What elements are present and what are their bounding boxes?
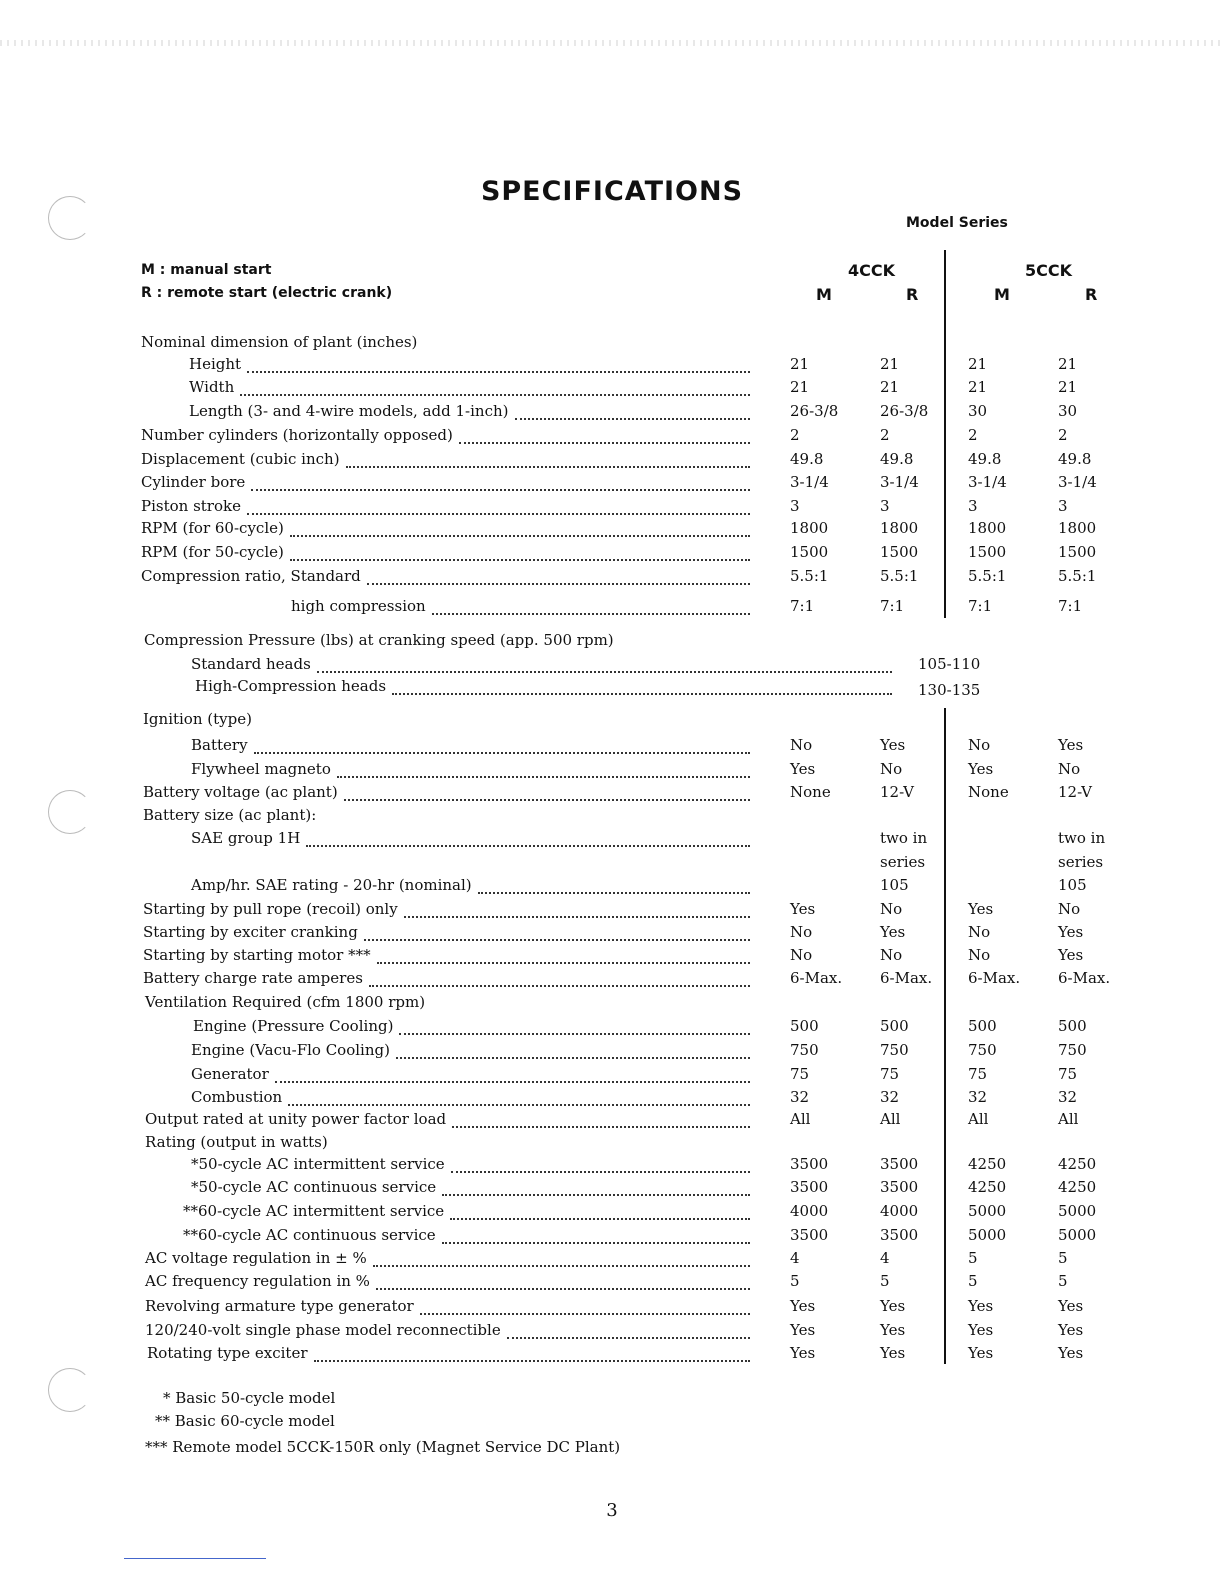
spec-value: 3 bbox=[790, 497, 800, 515]
spec-value: No bbox=[968, 946, 991, 964]
spec-label: SAE group 1H bbox=[191, 829, 301, 847]
spec-value: 3 bbox=[968, 497, 978, 515]
spec-value: No bbox=[790, 736, 813, 754]
spec-label: Ventilation Required (cfm 1800 rpm) bbox=[145, 993, 426, 1011]
spec-row bbox=[0, 1249, 1224, 1272]
spec-value: 49.8 bbox=[968, 450, 1002, 468]
dot-leader bbox=[404, 904, 750, 918]
spec-label: Starting by pull rope (recoil) only bbox=[143, 900, 398, 918]
spec-row bbox=[0, 900, 1224, 923]
spec-value: 4 bbox=[880, 1249, 890, 1267]
col-4cck-m: M bbox=[816, 285, 832, 304]
spec-label: Combustion bbox=[191, 1088, 283, 1106]
spec-value: Yes bbox=[1058, 923, 1084, 941]
spec-value: series bbox=[1058, 853, 1104, 871]
dot-leader bbox=[346, 454, 750, 468]
spec-value: 49.8 bbox=[790, 450, 824, 468]
spec-row bbox=[0, 655, 1224, 678]
spec-row bbox=[0, 631, 1224, 654]
spec-value: Yes bbox=[790, 1297, 816, 1315]
spec-label: *50-cycle AC continuous service bbox=[191, 1178, 437, 1196]
dot-leader bbox=[452, 1114, 750, 1128]
spec-value: 500 bbox=[968, 1017, 997, 1035]
spec-value: 5000 bbox=[968, 1226, 1007, 1244]
spec-row bbox=[0, 355, 1224, 378]
spec-value: 3 bbox=[1058, 497, 1068, 515]
spec-value: Yes bbox=[1058, 1321, 1084, 1339]
spec-value: 4000 bbox=[790, 1202, 829, 1220]
spec-row bbox=[0, 1272, 1224, 1295]
dot-leader bbox=[451, 1159, 750, 1173]
spec-value: Yes bbox=[880, 1344, 906, 1362]
spec-label: AC voltage regulation in ± % bbox=[145, 1249, 367, 1267]
spec-value: 5.5:1 bbox=[790, 567, 829, 585]
spec-label: Nominal dimension of plant (inches) bbox=[141, 333, 418, 351]
spec-value: 5 bbox=[790, 1272, 800, 1290]
spec-row bbox=[0, 923, 1224, 946]
spec-value: Yes bbox=[880, 923, 906, 941]
spec-value: 32 bbox=[790, 1088, 810, 1106]
spec-value: 3500 bbox=[790, 1155, 829, 1173]
spec-value: 21 bbox=[1058, 355, 1078, 373]
spec-label: Starting by exciter cranking bbox=[143, 923, 358, 941]
spec-value: two in bbox=[1058, 829, 1106, 847]
spec-row bbox=[0, 426, 1224, 449]
footnote: * Basic 50-cycle model bbox=[163, 1389, 336, 1407]
spec-row bbox=[0, 969, 1224, 992]
spec-value: No bbox=[1058, 760, 1081, 778]
spec-value: 12-V bbox=[1058, 783, 1092, 801]
legend-manual: M : manual start bbox=[141, 262, 272, 278]
spec-row bbox=[0, 519, 1224, 542]
legend-remote: R : remote start (electric crank) bbox=[141, 285, 393, 301]
dot-leader bbox=[432, 601, 750, 615]
spec-value: Yes bbox=[790, 760, 816, 778]
spec-value: 5.5:1 bbox=[1058, 567, 1097, 585]
dot-leader bbox=[377, 950, 750, 964]
spec-value: 3-1/4 bbox=[1058, 473, 1097, 491]
spec-value: 3500 bbox=[880, 1178, 919, 1196]
spec-label: Compression ratio, Standard bbox=[141, 567, 361, 585]
dot-leader bbox=[290, 547, 750, 561]
spec-value: 2 bbox=[968, 426, 978, 444]
spec-value: All bbox=[968, 1110, 989, 1128]
spec-value: two in bbox=[880, 829, 928, 847]
spec-label: Compression Pressure (lbs) at cranking speed (app. 500 rpm) bbox=[144, 631, 614, 649]
spec-value: 7:1 bbox=[880, 597, 905, 615]
spec-row bbox=[0, 829, 1224, 852]
spec-value: 3-1/4 bbox=[880, 473, 919, 491]
spec-value: series bbox=[880, 853, 926, 871]
spec-value: 3500 bbox=[790, 1226, 829, 1244]
spec-value: 7:1 bbox=[968, 597, 993, 615]
spec-value: 5 bbox=[880, 1272, 890, 1290]
spec-value: Yes bbox=[1058, 1344, 1084, 1362]
dot-leader bbox=[288, 1092, 750, 1106]
dot-leader bbox=[344, 787, 750, 801]
col-5cck-m: M bbox=[994, 285, 1010, 304]
spec-value: Yes bbox=[968, 1321, 994, 1339]
dot-leader bbox=[247, 501, 750, 515]
spec-row bbox=[0, 677, 1224, 700]
page-number: 3 bbox=[606, 1500, 618, 1521]
dot-leader bbox=[290, 523, 750, 537]
model-5cck-header: 5CCK bbox=[1025, 261, 1073, 280]
spec-value: 12-V bbox=[880, 783, 914, 801]
spec-value: 1800 bbox=[880, 519, 919, 537]
spec-value: No bbox=[790, 923, 813, 941]
spec-value: 2 bbox=[880, 426, 890, 444]
spec-value: 30 bbox=[1058, 402, 1078, 420]
spec-value: 5 bbox=[1058, 1249, 1068, 1267]
spec-value: 26-3/8 bbox=[880, 402, 929, 420]
spec-row bbox=[0, 1202, 1224, 1225]
spec-label: Rotating type exciter bbox=[147, 1344, 308, 1362]
spec-value: No bbox=[880, 946, 903, 964]
spec-value: 1500 bbox=[968, 543, 1007, 561]
spec-row bbox=[0, 333, 1224, 356]
spec-label: RPM (for 60-cycle) bbox=[141, 519, 284, 537]
spec-value: 6-Max. bbox=[880, 969, 933, 987]
dot-leader bbox=[399, 1021, 750, 1035]
spec-row bbox=[0, 783, 1224, 806]
spec-value: 105 bbox=[1058, 876, 1087, 894]
spec-label: 120/240-volt single phase model reconnectible bbox=[145, 1321, 501, 1339]
spec-value: 4250 bbox=[1058, 1155, 1097, 1173]
spec-row bbox=[0, 473, 1224, 496]
spec-value: 5.5:1 bbox=[880, 567, 919, 585]
spec-row bbox=[0, 1155, 1224, 1178]
spec-row bbox=[0, 450, 1224, 473]
spec-label: Rating (output in watts) bbox=[145, 1133, 328, 1151]
spec-value: No bbox=[1058, 900, 1081, 918]
spec-value: Yes bbox=[968, 900, 994, 918]
spec-value: 3-1/4 bbox=[790, 473, 829, 491]
spec-label: High-Compression heads bbox=[195, 677, 387, 695]
spec-value: 4250 bbox=[968, 1155, 1007, 1173]
dot-leader bbox=[369, 973, 750, 987]
dot-leader bbox=[275, 1069, 750, 1083]
spec-value: No bbox=[968, 736, 991, 754]
spec-value: 6-Max. bbox=[790, 969, 843, 987]
spec-value: 105 bbox=[880, 876, 909, 894]
spec-row bbox=[0, 993, 1224, 1016]
spec-value: 75 bbox=[790, 1065, 810, 1083]
spec-label: high compression bbox=[291, 597, 426, 615]
spec-value: 3 bbox=[880, 497, 890, 515]
spec-label: Displacement (cubic inch) bbox=[141, 450, 340, 468]
spec-value-merged: 105-110 bbox=[918, 655, 981, 673]
spec-label: Engine (Vacu-Flo Cooling) bbox=[191, 1041, 390, 1059]
spec-row bbox=[0, 378, 1224, 401]
spec-row bbox=[0, 1297, 1224, 1320]
spec-value: 21 bbox=[790, 378, 810, 396]
divider bbox=[124, 1558, 266, 1559]
spec-row bbox=[0, 567, 1224, 590]
spec-value: 3500 bbox=[790, 1178, 829, 1196]
spec-value: 30 bbox=[968, 402, 988, 420]
dot-leader bbox=[314, 1348, 750, 1362]
spec-row bbox=[0, 876, 1224, 899]
spec-label: Length (3- and 4-wire models, add 1-inch) bbox=[189, 402, 509, 420]
dot-leader bbox=[507, 1325, 750, 1339]
spec-label: Width bbox=[189, 378, 235, 396]
spec-value: None bbox=[968, 783, 1009, 801]
spec-row bbox=[0, 1017, 1224, 1040]
spec-value: Yes bbox=[880, 736, 906, 754]
spec-value: 2 bbox=[790, 426, 800, 444]
spec-value: 5000 bbox=[1058, 1202, 1097, 1220]
spec-row bbox=[0, 497, 1224, 520]
spec-value: 5 bbox=[968, 1249, 978, 1267]
spec-label: Ignition (type) bbox=[143, 710, 252, 728]
dot-leader bbox=[459, 430, 750, 444]
spec-value: 75 bbox=[880, 1065, 900, 1083]
spec-value: Yes bbox=[1058, 736, 1084, 754]
spec-value: Yes bbox=[790, 1344, 816, 1362]
spec-value: All bbox=[1058, 1110, 1079, 1128]
spec-row bbox=[0, 1344, 1224, 1367]
spec-value: 4 bbox=[790, 1249, 800, 1267]
dot-leader bbox=[306, 833, 750, 847]
dot-leader bbox=[337, 764, 750, 778]
spec-value: 750 bbox=[880, 1041, 909, 1059]
spec-value: 500 bbox=[1058, 1017, 1087, 1035]
spec-label: Piston stroke bbox=[141, 497, 241, 515]
spec-row bbox=[0, 736, 1224, 759]
dot-leader bbox=[442, 1182, 750, 1196]
spec-value: 3-1/4 bbox=[968, 473, 1007, 491]
spec-value: 1800 bbox=[790, 519, 829, 537]
spec-label: *50-cycle AC intermittent service bbox=[191, 1155, 445, 1173]
spec-value: No bbox=[880, 900, 903, 918]
spec-value: 500 bbox=[790, 1017, 819, 1035]
spec-row bbox=[0, 1133, 1224, 1156]
dot-leader bbox=[251, 477, 750, 491]
col-5cck-r: R bbox=[1085, 285, 1098, 304]
spec-row bbox=[0, 1226, 1224, 1249]
spec-value: 49.8 bbox=[880, 450, 914, 468]
spec-label: Battery bbox=[191, 736, 248, 754]
spec-value: 21 bbox=[880, 378, 900, 396]
spec-row bbox=[0, 402, 1224, 425]
spec-value: 750 bbox=[1058, 1041, 1087, 1059]
spec-value: 6-Max. bbox=[968, 969, 1021, 987]
dot-leader bbox=[367, 571, 750, 585]
spec-row bbox=[0, 853, 1224, 876]
spec-value: 5.5:1 bbox=[968, 567, 1007, 585]
spec-value: 1500 bbox=[1058, 543, 1097, 561]
spec-value: 21 bbox=[968, 378, 988, 396]
spec-value: 32 bbox=[880, 1088, 900, 1106]
spec-row bbox=[0, 597, 1224, 620]
dot-leader bbox=[373, 1253, 750, 1267]
spec-row bbox=[0, 1088, 1224, 1111]
spec-label: RPM (for 50-cycle) bbox=[141, 543, 284, 561]
spec-value: 49.8 bbox=[1058, 450, 1092, 468]
spec-label: Height bbox=[189, 355, 242, 373]
spec-label: Output rated at unity power factor load bbox=[145, 1110, 447, 1128]
spec-value: 21 bbox=[790, 355, 810, 373]
spec-row bbox=[0, 806, 1224, 829]
spec-value: 1800 bbox=[968, 519, 1007, 537]
spec-label: AC frequency regulation in % bbox=[145, 1272, 370, 1290]
spec-value: 32 bbox=[1058, 1088, 1078, 1106]
spec-label: Starting by starting motor *** bbox=[143, 946, 371, 964]
spec-label: Generator bbox=[191, 1065, 269, 1083]
spec-value: 75 bbox=[1058, 1065, 1078, 1083]
spec-value: 21 bbox=[968, 355, 988, 373]
footnote: *** Remote model 5CCK-150R only (Magnet Service DC Plant) bbox=[145, 1438, 621, 1456]
spec-row bbox=[0, 1065, 1224, 1088]
spec-value: 26-3/8 bbox=[790, 402, 839, 420]
model-series-heading: Model Series bbox=[906, 215, 1008, 231]
spec-value: 32 bbox=[968, 1088, 988, 1106]
spec-value: 5 bbox=[968, 1272, 978, 1290]
dot-leader bbox=[420, 1301, 750, 1315]
spec-label: **60-cycle AC intermittent service bbox=[183, 1202, 445, 1220]
dot-leader bbox=[364, 927, 750, 941]
footnote: ** Basic 60-cycle model bbox=[155, 1412, 335, 1430]
spec-value: 1800 bbox=[1058, 519, 1097, 537]
spec-value: Yes bbox=[790, 900, 816, 918]
spec-label: Battery size (ac plant): bbox=[143, 806, 317, 824]
spec-value: 750 bbox=[968, 1041, 997, 1059]
spec-row bbox=[0, 710, 1224, 733]
spec-label: Engine (Pressure Cooling) bbox=[193, 1017, 394, 1035]
spec-label: Standard heads bbox=[191, 655, 311, 673]
spec-value: 4250 bbox=[1058, 1178, 1097, 1196]
spec-value: 7:1 bbox=[790, 597, 815, 615]
dot-leader bbox=[442, 1230, 750, 1244]
dot-leader bbox=[478, 880, 750, 894]
col-4cck-r: R bbox=[906, 285, 919, 304]
spec-row bbox=[0, 543, 1224, 566]
spec-value: Yes bbox=[968, 1297, 994, 1315]
scan-noise bbox=[0, 40, 1224, 46]
spec-label: Flywheel magneto bbox=[191, 760, 331, 778]
spec-value: Yes bbox=[968, 760, 994, 778]
spec-row bbox=[0, 946, 1224, 969]
spec-row bbox=[0, 1321, 1224, 1344]
spec-value: 4000 bbox=[880, 1202, 919, 1220]
spec-label: Battery voltage (ac plant) bbox=[143, 783, 338, 801]
spec-value: All bbox=[880, 1110, 901, 1128]
spec-value: 3500 bbox=[880, 1226, 919, 1244]
spec-label: Cylinder bore bbox=[141, 473, 246, 491]
dot-leader bbox=[254, 740, 750, 754]
spec-value: 1500 bbox=[880, 543, 919, 561]
spec-value: Yes bbox=[1058, 1297, 1084, 1315]
spec-label: Revolving armature type generator bbox=[145, 1297, 414, 1315]
spec-value-merged: 130-135 bbox=[918, 681, 981, 699]
spec-label: **60-cycle AC continuous service bbox=[183, 1226, 436, 1244]
spec-value: Yes bbox=[1058, 946, 1084, 964]
spec-value: 21 bbox=[880, 355, 900, 373]
spec-value: 500 bbox=[880, 1017, 909, 1035]
spec-value: 21 bbox=[1058, 378, 1078, 396]
spec-value: 1500 bbox=[790, 543, 829, 561]
dot-leader bbox=[450, 1206, 750, 1220]
spec-value: Yes bbox=[880, 1297, 906, 1315]
spec-row bbox=[0, 1041, 1224, 1064]
spec-value: 3500 bbox=[880, 1155, 919, 1173]
spec-value: Yes bbox=[968, 1344, 994, 1362]
spec-value: No bbox=[790, 946, 813, 964]
spec-value: 75 bbox=[968, 1065, 988, 1083]
spec-value: 7:1 bbox=[1058, 597, 1083, 615]
dot-leader bbox=[376, 1276, 750, 1290]
spec-label: Battery charge rate amperes bbox=[143, 969, 363, 987]
dot-leader bbox=[392, 681, 892, 695]
spec-label: Number cylinders (horizontally opposed) bbox=[141, 426, 453, 444]
dot-leader bbox=[317, 659, 892, 673]
spec-value: Yes bbox=[790, 1321, 816, 1339]
dot-leader bbox=[515, 406, 750, 420]
spec-value: All bbox=[790, 1110, 811, 1128]
spec-value: 5000 bbox=[1058, 1226, 1097, 1244]
spec-value: No bbox=[968, 923, 991, 941]
spec-value: No bbox=[880, 760, 903, 778]
spec-row bbox=[0, 1110, 1224, 1133]
dot-leader bbox=[247, 359, 750, 373]
spec-row bbox=[0, 760, 1224, 783]
spec-value: Yes bbox=[880, 1321, 906, 1339]
page-title: SPECIFICATIONS bbox=[480, 176, 744, 207]
spec-row bbox=[0, 1178, 1224, 1201]
spec-value: 750 bbox=[790, 1041, 819, 1059]
spec-value: 6-Max. bbox=[1058, 969, 1111, 987]
dot-leader bbox=[240, 382, 750, 396]
spec-label: Amp/hr. SAE rating - 20-hr (nominal) bbox=[191, 876, 472, 894]
spec-value: 2 bbox=[1058, 426, 1068, 444]
spec-value: 4250 bbox=[968, 1178, 1007, 1196]
dot-leader bbox=[396, 1045, 750, 1059]
spec-value: 5000 bbox=[968, 1202, 1007, 1220]
spec-value: 5 bbox=[1058, 1272, 1068, 1290]
model-4cck-header: 4CCK bbox=[848, 261, 896, 280]
punch-hole-icon bbox=[48, 1368, 92, 1412]
spec-value: None bbox=[790, 783, 831, 801]
